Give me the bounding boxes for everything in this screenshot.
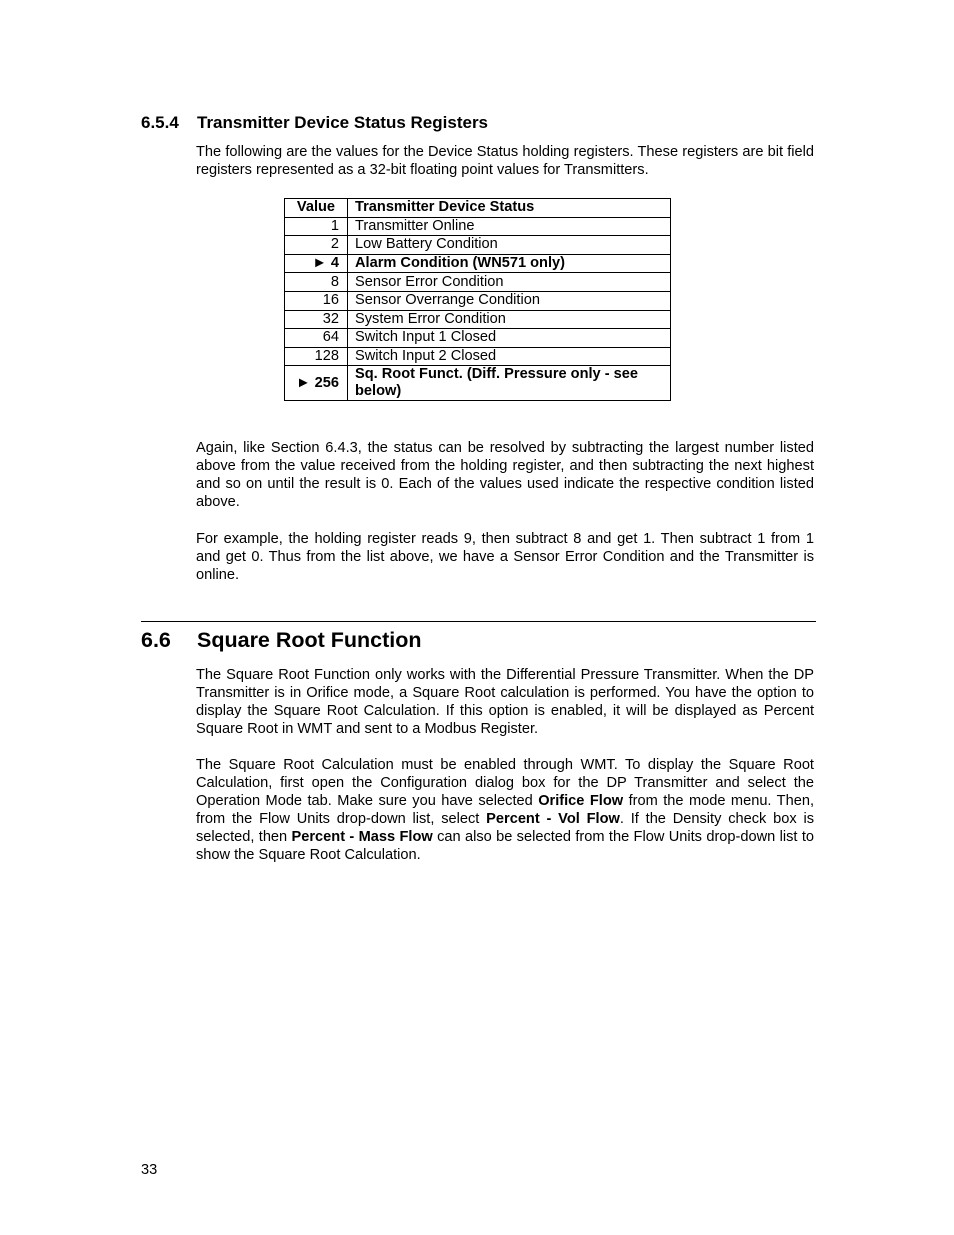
example-paragraph: For example, the holding register reads 9, then subtract 8 and get 1. Then subtract 1 from 1 and get 0. Thus from the list above, we have a Sensor Error Condition and the Transmitter is online. — [196, 531, 814, 584]
header-status: Transmitter Device Status — [348, 199, 671, 218]
resolve-paragraph: Again, like Section 6.4.3, the status can be resolved by subtracting the largest number listed above from the value received from the holding register, and then subtracting the next highest and so on until the result is 0. Each of the values used indicate the respective condition listed above. — [196, 440, 814, 511]
row-status: System Error Condition — [348, 310, 671, 329]
row-status: Alarm Condition (WN571 only) — [348, 254, 671, 273]
row-value: 128 — [285, 347, 348, 366]
row-value: 16 — [285, 291, 348, 310]
row-value: 8 — [285, 273, 348, 292]
table-row — [285, 310, 671, 329]
table-row-highlighted — [285, 366, 671, 401]
header-value: Value — [285, 199, 348, 218]
intro-paragraph: The following are the values for the Device Status holding registers. These registers are bit field registers represented as a 32-bit floating point values for Transmitters. — [196, 144, 814, 179]
section-divider — [141, 621, 816, 622]
table-row-highlighted — [285, 254, 671, 273]
table-header-row — [285, 199, 671, 218]
row-status: Sensor Error Condition — [348, 273, 671, 292]
section-heading-6-6 — [141, 628, 422, 653]
table-row — [285, 347, 671, 366]
row-status: Transmitter Online — [348, 217, 671, 236]
row-status: Switch Input 2 Closed — [348, 347, 671, 366]
row-status: Switch Input 1 Closed — [348, 329, 671, 348]
row-status: Low Battery Condition — [348, 236, 671, 255]
square-root-paragraph-1: The Square Root Function only works with the Differential Pressure Transmitter. When the DP Transmitter is in Orifice mode, a Square Root calculation is performed. You have the option to display the Square Root Calculation. If this option is enabled, it will be displayed as Percent Square Root in WMT and sent to a Modbus Register. — [196, 667, 814, 738]
device-status-table — [284, 198, 671, 401]
row-status: Sensor Overrange Condition — [348, 291, 671, 310]
text-run: from the mode menu. Then, from the Flow Units drop-down list, select — [196, 793, 814, 828]
row-value: 1 — [285, 217, 348, 236]
table-row — [285, 236, 671, 255]
row-value: 32 — [285, 310, 348, 329]
table-row — [285, 329, 671, 348]
section-title: Transmitter Device Status Registers — [197, 113, 489, 132]
text-run: . If the Density check box is selected, then — [196, 811, 815, 846]
table-row — [285, 217, 671, 236]
text-run: can also be selected from the Flow Units drop-down list to show the Square Root Calculation. — [196, 829, 814, 864]
section-number: 6.6 — [141, 628, 171, 652]
text-run: The Square Root Calculation must be enabled through WMT. To display the Square Root Calculation, first open the Configuration dialog box for the DP Transmitter and select the Operation Mode tab. Make sure you have selected — [196, 757, 814, 810]
section-heading-6-5-4 — [141, 113, 488, 133]
page-number: 33 — [141, 1162, 158, 1178]
row-value: ► 256 — [285, 366, 348, 401]
bold-orifice-flow: Orifice Flow — [538, 793, 624, 810]
section-title: Square Root Function — [197, 628, 422, 652]
bold-percent-vol-flow: Percent - Vol Flow — [486, 811, 620, 828]
bold-percent-mass-flow: Percent - Mass Flow — [291, 829, 433, 846]
table-row — [285, 273, 671, 292]
row-value: ► 4 — [285, 254, 348, 273]
table-row — [285, 291, 671, 310]
row-value: 64 — [285, 329, 348, 348]
section-number: 6.5.4 — [141, 113, 179, 132]
square-root-paragraph-2 — [196, 756, 814, 865]
row-status: Sq. Root Funct. (Diff. Pressure only - see below) — [348, 366, 671, 401]
row-value: 2 — [285, 236, 348, 255]
